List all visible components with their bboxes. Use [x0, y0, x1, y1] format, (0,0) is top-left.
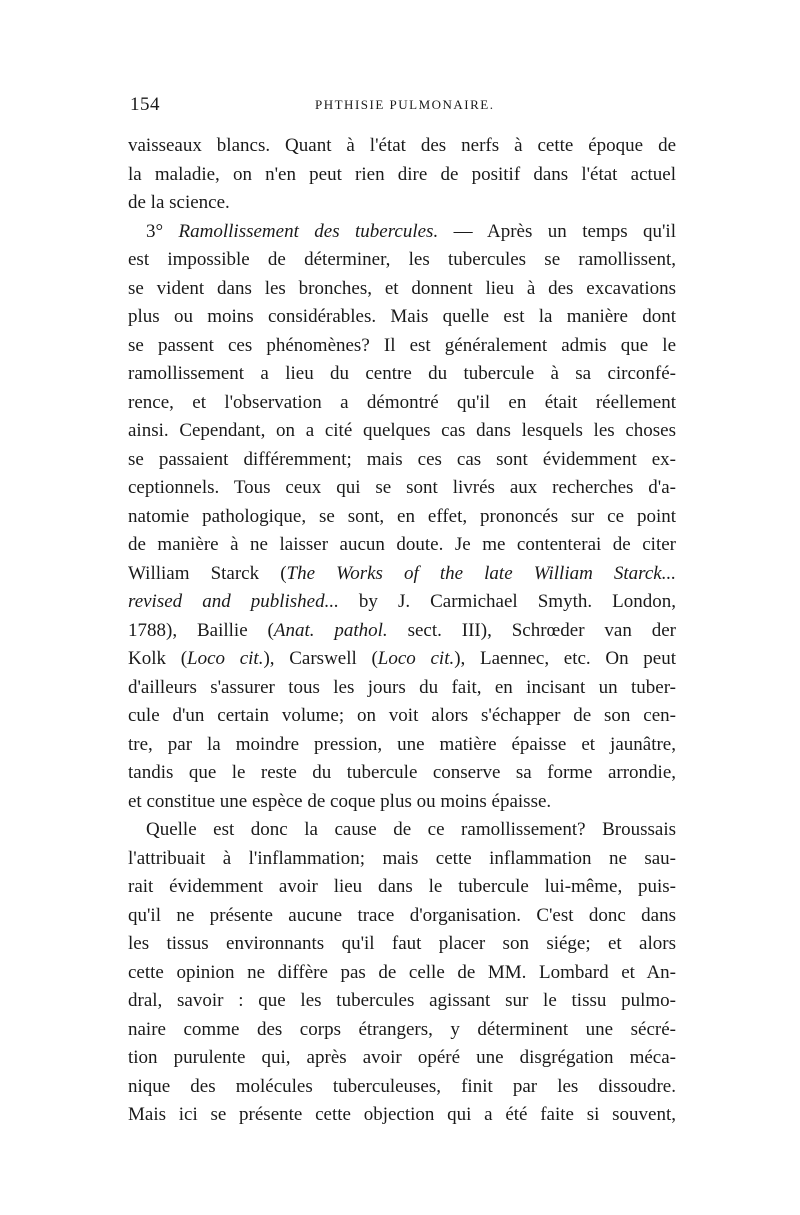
- text-line: cule d'un certain volume; on voit alors s'échapper de son cen-: [128, 705, 676, 726]
- text-line: se passent ces phénomènes? Il est généralement admis que le: [128, 334, 676, 356]
- italic-title: revised and published...: [128, 591, 339, 612]
- text-line: rence, et l'observation a démontré qu'il en était réellement: [128, 391, 676, 413]
- text-line: cette opinion ne diffère pas de celle de MM. Lombard et An-: [128, 961, 676, 983]
- text-line: d'ailleurs s'assurer tous les jours du fait, en incisant un tuber-: [128, 676, 676, 698]
- italic-title: Loco cit.: [377, 648, 455, 669]
- text-line: ceptionnels. Tous ceux qui se sont livrés aux recherches d'a-: [128, 477, 676, 498]
- page-header: [130, 94, 675, 124]
- text-line: et constitue une espèce de coque plus ou moins épaisse.: [128, 790, 552, 812]
- italic-title: Loco cit.: [187, 648, 264, 669]
- text-line: la maladie, on n'en peut rien dire de positif dans l'état actuel: [128, 163, 676, 185]
- text-line: tandis que le reste du tubercule conserve sa forme arrondie,: [128, 762, 676, 783]
- section-heading-line: 3° Ramollissement des tubercules. — Après un temps qu'il: [146, 220, 676, 242]
- text-line: nique des molécules tuberculeuses, finit par les dissoudre.: [128, 1075, 676, 1097]
- text-line: se passaient différemment; mais ces cas sont évidemment ex-: [128, 448, 676, 470]
- running-title: PHTHISIE PULMONAIRE.: [315, 97, 495, 112]
- citation-line: 1788), Baillie (Anat. pathol. sect. III), Schrœder van der: [128, 619, 676, 641]
- text-line: Quelle est donc la cause de ce ramollissement? Broussais: [146, 819, 676, 840]
- text-line: naire comme des corps étrangers, y déterminent une sécré-: [128, 1018, 676, 1040]
- text-line: dral, savoir : que les tubercules agissant sur le tissu pulmo-: [128, 990, 676, 1011]
- text-line: vaisseaux blancs. Quant à l'état des nerfs à cette époque de: [128, 135, 676, 156]
- text-line: est impossible de déterminer, les tubercules se ramollissent,: [128, 249, 676, 270]
- text-line: les tissus environnants qu'il faut placer son siége; et alors: [128, 933, 676, 954]
- italic-title: Anat. pathol.: [273, 619, 388, 641]
- text-line: se vident dans les bronches, et donnent lieu à des excavations: [128, 277, 676, 299]
- text-line: plus ou moins considérables. Mais quelle est la manière dont: [128, 306, 676, 327]
- text-line: rait évidemment avoir lieu dans le tubercule lui-même, puis-: [128, 876, 676, 897]
- text-line: natomie pathologique, se sont, en effet, prononcés sur ce point: [128, 505, 676, 527]
- text-line: de manière à ne laisser aucun doute. Je me contenterai de citer: [128, 534, 676, 555]
- citation-line: revised and published... by J. Carmichael Smyth. London,: [128, 591, 676, 612]
- text-line: de la science.: [128, 192, 230, 213]
- text-line: qu'il ne présente aucune trace d'organisation. C'est donc dans: [128, 904, 676, 926]
- citation-line: William Starck (The Works of the late William Starck...: [128, 562, 676, 584]
- text-line: l'attribuait à l'inflammation; mais cette inflammation ne sau-: [128, 847, 676, 869]
- body-text: [128, 132, 676, 1130]
- italic-title: Ramollissement des tubercules.: [178, 220, 439, 242]
- text-line: ainsi. Cependant, on a cité quelques cas dans lesquels les choses: [128, 420, 676, 441]
- text-line: tion purulente qui, après avoir opéré une disgrégation méca-: [128, 1047, 676, 1068]
- text-line: tre, par la moindre pression, une matière épaisse et jaunâtre,: [128, 733, 676, 755]
- citation-line: Kolk (Loco cit.), Carswell (Loco cit.), Laennec, etc. On peut: [128, 648, 676, 669]
- text-line: ramollissement a lieu du centre du tubercule à sa circonfé-: [128, 363, 676, 384]
- italic-title: The Works of the late William Starck...: [286, 562, 676, 584]
- text-line: Mais ici se présente cette objection qui a été faite si souvent,: [128, 1104, 676, 1125]
- page-number: 154: [130, 94, 160, 115]
